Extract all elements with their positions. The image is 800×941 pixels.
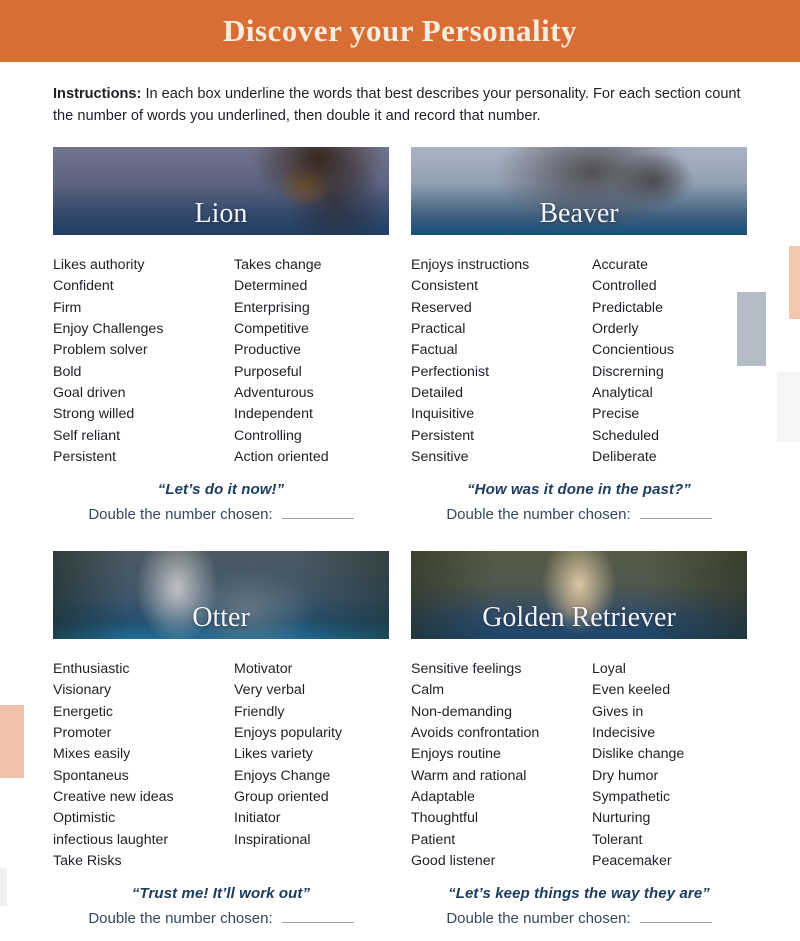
word-item[interactable]: Spontaneus: [53, 767, 129, 784]
word-column-1: [53, 659, 234, 872]
double-number-blank[interactable]: [282, 506, 354, 519]
word-item[interactable]: Controlled: [592, 278, 657, 295]
personality-section-otter: [53, 551, 389, 927]
word-item[interactable]: Dry humor: [592, 767, 659, 784]
word-item[interactable]: Visionary: [53, 682, 112, 699]
word-item[interactable]: Take Risks: [53, 852, 122, 869]
word-item[interactable]: Accurate: [592, 257, 648, 274]
word-item[interactable]: Determined: [234, 278, 308, 295]
double-number-label: Double the number chosen:: [88, 506, 273, 524]
word-column-1: [53, 255, 234, 468]
word-item[interactable]: Likes variety: [234, 746, 313, 763]
word-item[interactable]: Adventurous: [234, 384, 314, 401]
word-item[interactable]: Orderly: [592, 321, 639, 338]
word-column-1: [411, 659, 592, 872]
word-item[interactable]: Action oriented: [234, 448, 329, 465]
double-number-row: [53, 506, 389, 523]
page-header: [0, 0, 800, 62]
word-item[interactable]: Mixes easily: [53, 746, 131, 763]
section-quote: “Let’s keep things the way they are”: [448, 885, 710, 903]
word-item[interactable]: Consistent: [411, 278, 479, 295]
word-item[interactable]: Productive: [234, 342, 302, 359]
word-item[interactable]: Tolerant: [592, 831, 643, 848]
decorative-peach-rectangle-left: [0, 705, 24, 778]
word-item[interactable]: Factual: [411, 342, 458, 359]
section-banner-image: [53, 551, 389, 639]
word-item[interactable]: Motivator: [234, 661, 293, 678]
word-list: [53, 659, 389, 872]
word-item[interactable]: Sensitive feelings: [411, 661, 522, 678]
word-item[interactable]: Goal driven: [53, 384, 126, 401]
word-column-2: [234, 255, 329, 468]
section-title: Golden Retriever: [482, 602, 676, 634]
word-item[interactable]: Reserved: [411, 299, 472, 316]
double-number-label: Double the number chosen:: [88, 910, 273, 928]
word-item[interactable]: Sympathetic: [592, 788, 671, 805]
decorative-peach-rectangle-right: [789, 246, 800, 319]
word-item[interactable]: Loyal: [592, 661, 626, 678]
word-item[interactable]: Firm: [53, 299, 82, 316]
word-item[interactable]: Persistent: [411, 427, 475, 444]
word-item[interactable]: Inquisitive: [411, 406, 475, 423]
word-item[interactable]: Competitive: [234, 321, 309, 338]
word-item[interactable]: Independent: [234, 406, 313, 423]
word-item[interactable]: Analytical: [592, 384, 653, 401]
word-item[interactable]: Peacemaker: [592, 852, 672, 869]
personality-section-beaver: [411, 147, 747, 523]
word-item[interactable]: Problem solver: [53, 342, 148, 359]
word-item[interactable]: Self reliant: [53, 427, 121, 444]
section-quote: “Trust me! It’ll work out”: [131, 885, 311, 903]
word-item[interactable]: Predictable: [592, 299, 663, 316]
word-item[interactable]: Discrerning: [592, 363, 664, 380]
section-banner-image: [411, 147, 747, 235]
word-item[interactable]: Strong willed: [53, 406, 135, 423]
word-item[interactable]: Initiator: [234, 810, 281, 827]
word-item[interactable]: Promoter: [53, 725, 112, 742]
word-item[interactable]: Good listener: [411, 852, 496, 869]
word-item[interactable]: Enjoys routine: [411, 746, 501, 763]
section-title: Beaver: [539, 198, 619, 230]
word-item[interactable]: Persistent: [53, 448, 117, 465]
section-title: Otter: [192, 602, 250, 634]
word-list: [411, 659, 747, 872]
decorative-light-rectangle-left: [0, 868, 7, 906]
double-number-blank[interactable]: [282, 910, 354, 923]
word-item[interactable]: Dislike change: [592, 746, 685, 763]
word-item[interactable]: Enjoy Challenges: [53, 321, 164, 338]
word-item[interactable]: Bold: [53, 363, 82, 380]
double-number-row: [411, 506, 747, 523]
word-item[interactable]: infectious laughter: [53, 831, 169, 848]
decorative-gray-rectangle-right: [737, 292, 766, 366]
word-item[interactable]: Inspirational: [234, 831, 311, 848]
word-item[interactable]: Enjoys popularity: [234, 725, 343, 742]
section-title: Lion: [194, 198, 248, 230]
section-quote: “How was it done in the past?”: [467, 481, 691, 499]
personality-section-golden-retriever: [411, 551, 747, 927]
double-number-label: Double the number chosen:: [446, 506, 631, 524]
word-item[interactable]: Gives in: [592, 703, 644, 720]
word-item[interactable]: Enthusiastic: [53, 661, 130, 678]
page-title: Discover your Personality: [222, 13, 578, 48]
word-item[interactable]: Adaptable: [411, 788, 475, 805]
word-item[interactable]: Purposeful: [234, 363, 302, 380]
word-item[interactable]: Non-demanding: [411, 703, 512, 720]
double-number-blank[interactable]: [640, 910, 712, 923]
double-number-row: [53, 910, 389, 927]
double-number-blank[interactable]: [640, 506, 712, 519]
word-item[interactable]: Warm and rational: [411, 767, 527, 784]
word-column-2: [592, 255, 674, 468]
word-list: [411, 255, 747, 468]
word-item[interactable]: Detailed: [411, 384, 464, 401]
word-item[interactable]: Confident: [53, 278, 114, 295]
word-item[interactable]: Enjoys instructions: [411, 257, 530, 274]
word-item[interactable]: Scheduled: [592, 427, 660, 444]
word-item[interactable]: Optimistic: [53, 810, 116, 827]
instructions-label: Instructions:: [53, 86, 142, 102]
word-item[interactable]: Friendly: [234, 703, 285, 720]
word-list: [53, 255, 389, 468]
word-item[interactable]: Avoids confrontation: [411, 725, 540, 742]
word-item[interactable]: Patient: [411, 831, 456, 848]
word-column-1: [411, 255, 592, 468]
word-item[interactable]: Group oriented: [234, 788, 329, 805]
word-item[interactable]: Controlling: [234, 427, 302, 444]
double-number-label: Double the number chosen:: [446, 910, 631, 928]
word-item[interactable]: Enjoys Change: [234, 767, 331, 784]
word-item[interactable]: Thoughtful: [411, 810, 479, 827]
word-item[interactable]: Likes authority: [53, 257, 145, 274]
personality-section-lion: [53, 147, 389, 523]
word-item[interactable]: Very verbal: [234, 682, 305, 699]
word-item[interactable]: Nurturing: [592, 810, 651, 827]
section-banner-image: [53, 147, 389, 235]
word-item[interactable]: Energetic: [53, 703, 113, 720]
word-item[interactable]: Perfectionist: [411, 363, 490, 380]
word-item[interactable]: Precise: [592, 406, 640, 423]
section-banner-image: [411, 551, 747, 639]
word-item[interactable]: Practical: [411, 321, 466, 338]
word-item[interactable]: Concientious: [592, 342, 675, 359]
word-column-2: [592, 659, 684, 872]
word-item[interactable]: Even keeled: [592, 682, 671, 699]
word-item[interactable]: Sensitive: [411, 448, 469, 465]
decorative-light-rectangle-right: [777, 372, 800, 442]
word-item[interactable]: Calm: [411, 682, 445, 699]
word-item[interactable]: Indecisive: [592, 725, 656, 742]
instructions-body: In each box underline the words that best describes your personality. For each section count the number of words you underlined, then double it and record that number.: [53, 86, 741, 124]
word-item[interactable]: Creative new ideas: [53, 788, 174, 805]
double-number-row: [411, 910, 747, 927]
quadrant-grid: [53, 147, 747, 927]
instructions-text: [53, 84, 759, 127]
section-quote: “Let’s do it now!”: [157, 481, 285, 499]
word-item[interactable]: Takes change: [234, 257, 322, 274]
word-item[interactable]: Enterprising: [234, 299, 310, 316]
word-column-2: [234, 659, 342, 872]
word-item[interactable]: Deliberate: [592, 448, 657, 465]
